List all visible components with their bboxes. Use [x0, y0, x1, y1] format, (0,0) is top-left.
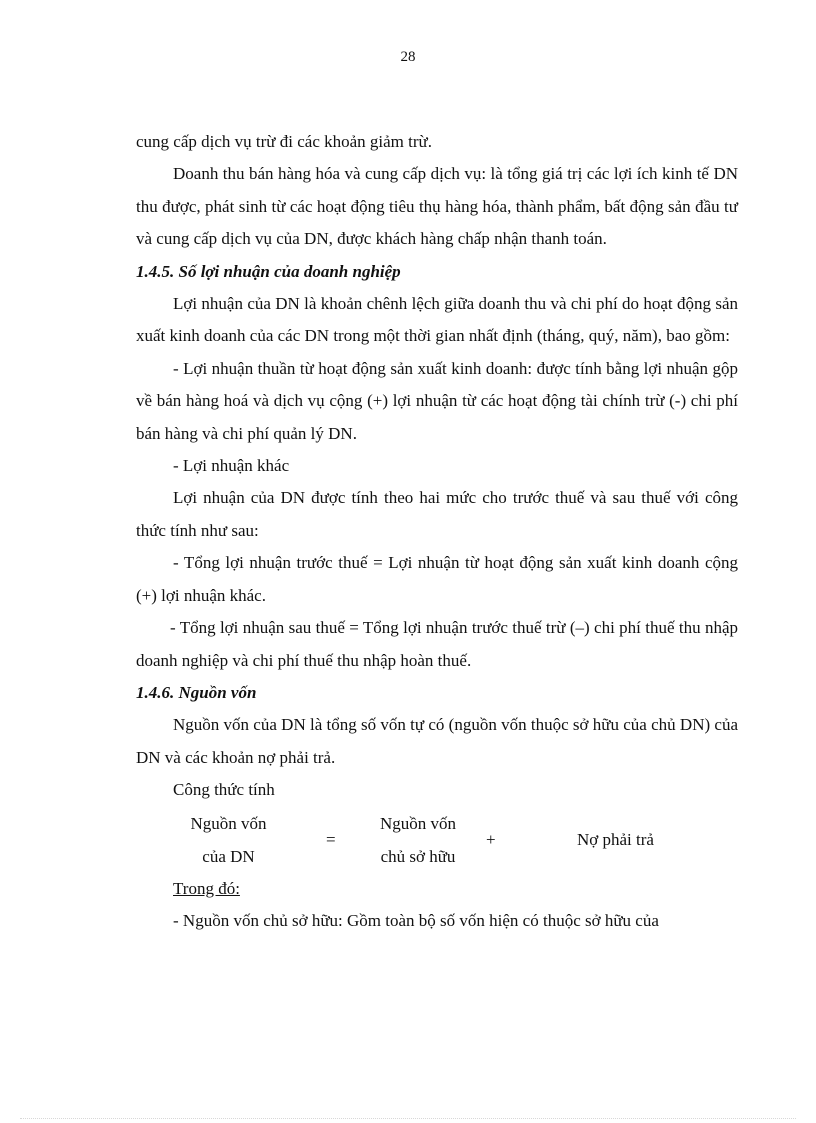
paragraph-profit-before-tax: - Tổng lợi nhuận trước thuế = Lợi nhuận từ hoạt động sản xuất kinh doanh cộng (+) lợi nhuận khác.: [136, 553, 738, 605]
capital-formula: [136, 807, 738, 873]
paragraph-owner-equity: - Nguồn vốn chủ sở hữu: Gồm toàn bộ số vốn hiện có thuộc sở hữu của: [173, 910, 659, 930]
paragraph-where: [136, 873, 738, 905]
formula-right-term: Nợ phải trả: [577, 829, 654, 849]
paragraph-formula-intro: Công thức tính: [173, 780, 275, 800]
paragraph-other-profit: - Lợi nhuận khác: [173, 456, 290, 476]
paragraph-capital-definition: Nguồn vốn của DN là tổng số vốn tự có (nguồn vốn thuộc sở hữu của chủ DN) của DN và các khoản nợ phải trả.: [136, 715, 738, 767]
paragraph-net-operating-profit: - Lợi nhuận thuần từ hoạt động sản xuất kinh doanh: được tính bằng lợi nhuận gộp về bán hàng hoá và dịch vụ cộng (+) lợi nhuận từ các hoạt động tài chính trừ (-) chi phí bán hàng và chi phí quản lý DN.: [136, 358, 738, 443]
formula-plus: +: [486, 829, 496, 849]
heading-1-4-5: 1.4.5. Số lợi nhuận của doanh nghiệp: [136, 261, 401, 281]
paragraph-profit-levels: Lợi nhuận của DN được tính theo hai mức cho trước thuế và sau thuế với công thức tính như sau:: [136, 488, 738, 540]
page-bottom-rule: [20, 1118, 796, 1119]
formula-middle-term: Nguồn vốn chủ sở hữu: [379, 813, 457, 866]
paragraph-profit-definition: Lợi nhuận của DN là khoản chênh lệch giữa doanh thu và chi phí do hoạt động sản xuất kinh doanh của các DN trong một thời gian nhất định (tháng, quý, năm), bao gồm:: [136, 294, 738, 346]
page-number: 28: [400, 49, 416, 65]
document-body: [136, 126, 738, 937]
formula-left-term: Nguồn vốn của DN: [190, 813, 267, 866]
paragraph-revenue-definition: Doanh thu bán hàng hóa và cung cấp dịch vụ: là tổng giá trị các lợi ích kinh tế DN thu được, phát sinh từ các hoạt động tiêu thụ hàng hóa, thành phẩm, bất động sản đầu tư và cung cấp dịch vụ của DN, được khách hàng chấp nhận thanh toán.: [136, 164, 738, 249]
paragraph-profit-after-tax: - Tổng lợi nhuận sau thuế = Tổng lợi nhuận trước thuế trừ (–) chi phí thuế thu nhập doanh nghiệp và chi phí thuế thu nhập hoàn thuế.: [136, 618, 738, 670]
where-label: Trong đó:: [173, 878, 240, 898]
formula-equals: =: [326, 829, 336, 849]
paragraph-revenue-end: cung cấp dịch vụ trừ đi các khoản giảm trừ.: [136, 132, 432, 151]
heading-1-4-6: 1.4.6. Nguồn vốn: [136, 682, 257, 702]
